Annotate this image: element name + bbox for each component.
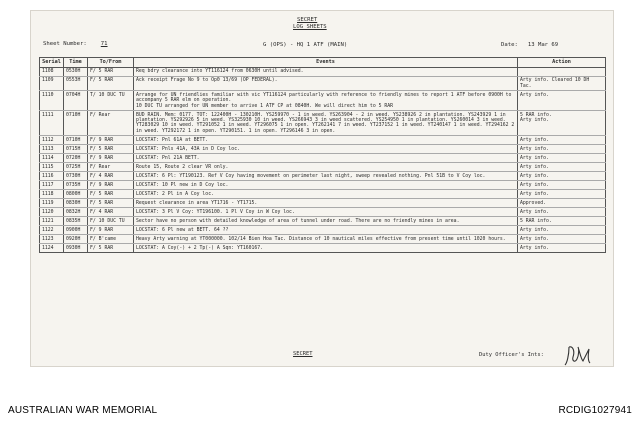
- events-cell: Arrange for UN friendlies familiar with vic YT116124 particularly with reference to friendly mines to report 1 ATF before 0900H to accompany 5 RAR elm on operation. 10 DUC TU arranged for UN member to arrive 1 ATF CP at 0840H. We will direct him to 5 RAR: [134, 91, 518, 111]
- table-row: [40, 190, 606, 199]
- events-cell: LOCSTAT: 10 Pl new in D Coy loc.: [134, 181, 518, 190]
- tofrom-cell: F/ B'came: [88, 235, 134, 244]
- serial-cell: 1113: [40, 145, 64, 154]
- events-cell: LOCSTAT: A Coy(-) + 2 Tp(-) A Sqn: YT160167.: [134, 244, 518, 253]
- events-cell: LOCSTAT: 3 Pl V Coy: YT196100. 1 Pl V Coy in W Coy loc.: [134, 208, 518, 217]
- time-cell: 0735H: [64, 181, 88, 190]
- sheet-number-label: Sheet Number:: [43, 41, 87, 47]
- table-row: [40, 111, 606, 136]
- table-row: [40, 226, 606, 235]
- tofrom-cell: F/ 10 DUC TU: [88, 217, 134, 226]
- sheet-number-value: 71: [100, 41, 108, 47]
- classification-header: SECRET: [297, 17, 318, 23]
- time-cell: 0720H: [64, 154, 88, 163]
- action-cell: Arty info.: [518, 226, 606, 235]
- time-cell: 0553H: [64, 77, 88, 91]
- column-header-action: Action: [518, 58, 606, 68]
- tofrom-cell: F/ 9 RAR: [88, 136, 134, 145]
- action-cell: Arty info.: [518, 91, 606, 111]
- serial-cell: 1120: [40, 208, 64, 217]
- serial-cell: 1112: [40, 136, 64, 145]
- events-cell: Route 15, Route 2 clear VR only.: [134, 163, 518, 172]
- table-row: [40, 199, 606, 208]
- action-cell: Arty info.: [518, 190, 606, 199]
- serial-cell: 1119: [40, 199, 64, 208]
- action-cell: Arty info.: [518, 136, 606, 145]
- time-cell: 0710H: [64, 111, 88, 136]
- events-cell: LOCSTAT: 6 Pl new at BETT. 64 ??: [134, 226, 518, 235]
- serial-cell: 1114: [40, 154, 64, 163]
- record-id: RCDIG1027941: [558, 405, 632, 416]
- action-cell: Arty info.: [518, 154, 606, 163]
- events-cell: Sector have no person with detailed knowledge of area of tunnel under road. There are no friendly mines in area.: [134, 217, 518, 226]
- table-row: [40, 91, 606, 111]
- serial-cell: 1117: [40, 181, 64, 190]
- action-cell: Arty info.: [518, 235, 606, 244]
- action-cell: Approved.: [518, 199, 606, 208]
- events-cell: Req bdry clearance into YT116124 from 0630H until advised.: [134, 68, 518, 77]
- action-cell: Arty info.: [518, 172, 606, 181]
- tofrom-cell: F/ 5 RAR: [88, 199, 134, 208]
- events-cell: LOCSTAT: Pnl 61A at BETT.: [134, 136, 518, 145]
- serial-cell: 1108: [40, 68, 64, 77]
- events-cell: LOCSTAT: 2 Pl in A Coy loc.: [134, 190, 518, 199]
- serial-cell: 1122: [40, 226, 64, 235]
- time-cell: 0800H: [64, 190, 88, 199]
- table-row: [40, 181, 606, 190]
- table-row: [40, 217, 606, 226]
- time-cell: 0920H: [64, 235, 88, 244]
- time-cell: 0930H: [64, 244, 88, 253]
- table-row: [40, 77, 606, 91]
- events-cell: LOCSTAT: 6 Pl: YT190123. Ref V Coy having movement on perimeter last night, sweep revealed nothing. Pnl 51B to V Coy loc.: [134, 172, 518, 181]
- serial-cell: 1115: [40, 163, 64, 172]
- time-cell: 0730H: [64, 172, 88, 181]
- action-cell: 5 RAR info. Arty info.: [518, 111, 606, 136]
- log-sheet-document: [30, 10, 614, 367]
- action-cell: Arty info.: [518, 163, 606, 172]
- column-header-serial: Serial: [40, 58, 64, 68]
- table-row: [40, 136, 606, 145]
- tofrom-cell: F/ 5 RAR: [88, 244, 134, 253]
- archive-caption: AUSTRALIAN WAR MEMORIAL: [8, 405, 158, 416]
- action-cell: Arty info.: [518, 244, 606, 253]
- column-header-events: Events: [134, 58, 518, 68]
- table-row: [40, 145, 606, 154]
- time-cell: 0835H: [64, 217, 88, 226]
- table-row: [40, 235, 606, 244]
- time-cell: 0832H: [64, 208, 88, 217]
- tofrom-cell: F/ 5 RAR: [88, 77, 134, 91]
- tofrom-cell: F/ 4 RAR: [88, 172, 134, 181]
- tofrom-cell: F/ 5 RAR: [88, 68, 134, 77]
- time-cell: 0710H: [64, 136, 88, 145]
- table-row: [40, 163, 606, 172]
- log-table-body: [40, 68, 606, 253]
- tofrom-cell: T/ 10 DUC TU: [88, 91, 134, 111]
- tofrom-cell: F/ Rear: [88, 111, 134, 136]
- column-header-tofrom: To/From: [88, 58, 134, 68]
- tofrom-cell: F/ Rear: [88, 163, 134, 172]
- serial-cell: 1124: [40, 244, 64, 253]
- table-row: [40, 154, 606, 163]
- events-cell: Ack receipt Frage No 9 to Op0 13/69 (OP FEDERAL).: [134, 77, 518, 91]
- serial-cell: 1110: [40, 91, 64, 111]
- table-header-row: [40, 58, 606, 68]
- log-title: LOG SHEETS: [293, 24, 327, 30]
- duty-officer-signature: [563, 343, 593, 369]
- date-label: Date:: [501, 42, 518, 48]
- serial-cell: 1116: [40, 172, 64, 181]
- events-cell: Request clearance in area YT1716 - YT1715.: [134, 199, 518, 208]
- serial-cell: 1123: [40, 235, 64, 244]
- tofrom-cell: F/ 4 RAR: [88, 208, 134, 217]
- log-date: [501, 42, 558, 48]
- table-row: [40, 244, 606, 253]
- tofrom-cell: F/ 9 RAR: [88, 226, 134, 235]
- events-cell: LOCSTAT: Pnl 21A BETT.: [134, 154, 518, 163]
- serial-cell: 1121: [40, 217, 64, 226]
- time-cell: 0715H: [64, 145, 88, 154]
- action-cell: [518, 68, 606, 77]
- action-cell: Arty info.: [518, 208, 606, 217]
- events-cell: LOCSTAT: Pnls 41A, 43A in D Coy loc.: [134, 145, 518, 154]
- action-cell: Arty info. Cleared 10 DH Tac.: [518, 77, 606, 91]
- serial-cell: 1109: [40, 77, 64, 91]
- date-value: 13 Mar 69: [527, 42, 559, 48]
- log-table: [39, 57, 606, 253]
- column-header-time: Time: [64, 58, 88, 68]
- time-cell: 0704H: [64, 91, 88, 111]
- classification-footer: SECRET: [293, 351, 313, 357]
- action-cell: Arty info.: [518, 145, 606, 154]
- events-cell: BUD RAIN. Mem: 0177. TOT: 122400H - 130210H. YS259970 - 1 in weed. YS263904 - 2 in weed. YS238926 2 in plantation. YS243929 1 in plantation. YS292926 5 in weed. YS325930 10 in weed. YS266943 3 in weed scattered. YS254950 1 in plantation. YS260014 3 in weed. YT283029 10 in weed. YT291052 1 in weed. YT296075 1 in open. YT262141 7 in weed. YT237152 1 in weed. YT240147 1 in weed. YT294162 2 in weed. YT292172 1 in open. YT290151. 1 in open. YT296146 3 in open.: [134, 111, 518, 136]
- serial-cell: 1111: [40, 111, 64, 136]
- table-row: [40, 172, 606, 181]
- sheet-number: [43, 41, 108, 47]
- table-row: [40, 208, 606, 217]
- time-cell: 0900H: [64, 226, 88, 235]
- action-cell: 5 RAR info.: [518, 217, 606, 226]
- time-cell: 0830H: [64, 199, 88, 208]
- tofrom-cell: F/ 5 RAR: [88, 190, 134, 199]
- tofrom-cell: F/ 9 RAR: [88, 154, 134, 163]
- action-cell: Arty info.: [518, 181, 606, 190]
- time-cell: 0530H: [64, 68, 88, 77]
- events-cell: Heavy Arty warning at YT000000. 102/14 Bien Hoa Tac. Distance of 10 nautical miles effective from present time until 1020 hours.: [134, 235, 518, 244]
- tofrom-cell: F/ 5 RAR: [88, 145, 134, 154]
- duty-officer-initials-label: Duty Officer's Ints:: [479, 352, 544, 358]
- serial-cell: 1118: [40, 190, 64, 199]
- table-row: [40, 68, 606, 77]
- time-cell: 0725H: [64, 163, 88, 172]
- unit-designation: G (OPS) - HQ 1 ATF (MAIN): [263, 42, 348, 48]
- tofrom-cell: F/ 9 RAR: [88, 181, 134, 190]
